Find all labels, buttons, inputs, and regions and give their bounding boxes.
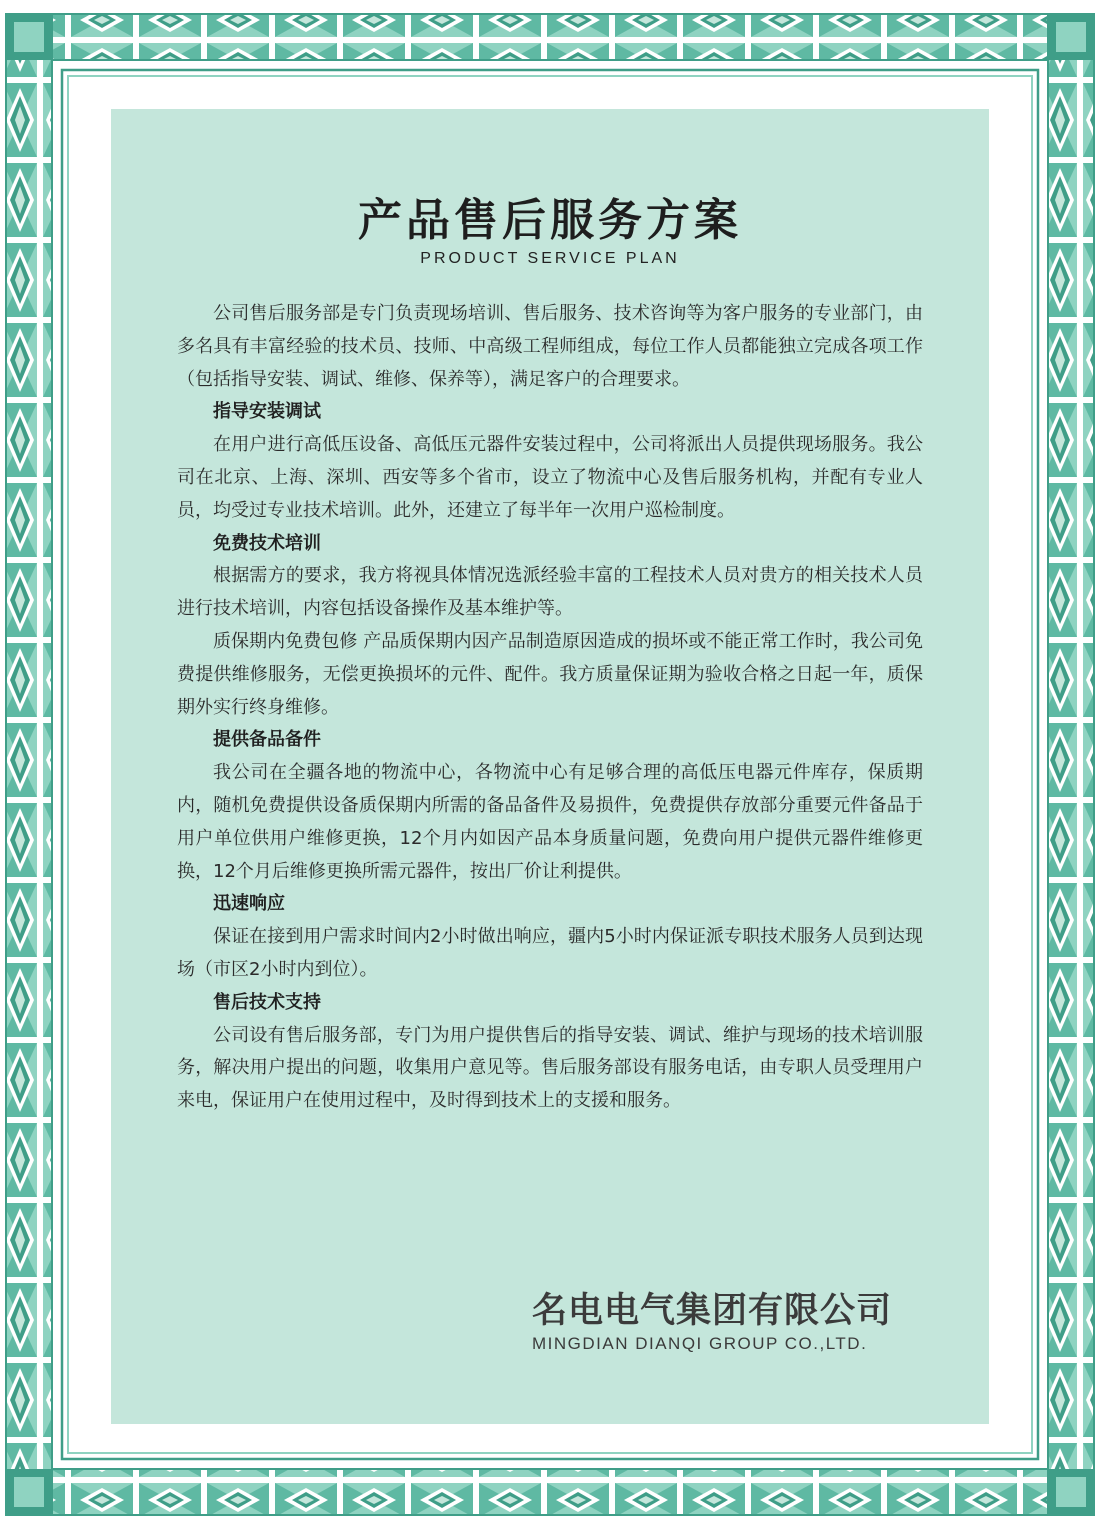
section-heading-spare-parts: 提供备品备件 — [213, 729, 321, 751]
section-paragraph: 质保期内免费包修 产品质保期内因产品制造原因造成的损坏或不能正常工作时，我公司免费提供维修服务，无偿更换损坏的元件、配件。我方质量保证期为验收合格之日起一年，质保期外实行终身维修。 — [177, 630, 923, 718]
page-subtitle: PRODUCT SERVICE PLAN — [420, 250, 680, 267]
title-block — [0, 196, 1100, 268]
section-paragraph: 在用户进行高低压设备、高低压元器件安装过程中，公司将派出人员提供现场服务。我公司在北京、上海、深圳、西安等多个省市，设立了物流中心及售后服务机构，并配有专业人员，均受过专业技术培训。此外，还建立了每半年一次用户巡检制度。 — [177, 434, 923, 521]
page-title: 产品售后服务方案 — [358, 195, 742, 246]
body-text — [177, 298, 923, 1118]
company-signature — [532, 1290, 932, 1355]
section-paragraph: 我公司在全疆各地的物流中心，各物流中心有足够合理的高低压电器元件库存，保质期内，随机免费提供设备质保期内所需的备品备件及易损件，免费提供存放部分重要元件备品于用户单位供用户维修更换，12个月内如因产品本身质量问题，免费向用户提供元器件维修更换，12个月后维修更换所需元器件，按出厂价让利提供。 — [177, 762, 923, 882]
intro-paragraph: 公司售后服务部是专门负责现场培训、售后服务、技术咨询等为客户服务的专业部门，由多名具有丰富经验的技术员、技师、中高级工程师组成，每位工作人员都能独立完成各项工作（包括指导安装、调试、维修、保养等），满足客户的合理要求。 — [177, 303, 923, 390]
section-paragraph: 公司设有售后服务部，专门为用户提供售后的指导安装、调试、维护与现场的技术培训服务，解决用户提出的问题，收集用户意见等。售后服务部设有服务电话，由专职人员受理用户来电，保证用户在使用过程中，及时得到技术上的支援和服务。 — [177, 1024, 923, 1112]
section-paragraph: 保证在接到用户需求时间内2小时做出响应，疆内5小时内保证派专职技术服务人员到达现场（市区2小时内到位）。 — [177, 926, 923, 980]
section-heading-training: 免费技术培训 — [213, 532, 321, 554]
section-paragraph: 根据需方的要求，我方将视具体情况选派经验丰富的工程技术人员对贵方的相关技术人员进行技术培训，内容包括设备操作及基本维护等。 — [177, 565, 923, 620]
section-heading-response: 迅速响应 — [213, 893, 285, 915]
section-heading-installation: 指导安装调试 — [213, 401, 321, 423]
company-name-zh: 名电电气集团有限公司 — [532, 1291, 893, 1331]
company-name-en: MINGDIAN DIANQI GROUP CO.,LTD. — [532, 1334, 868, 1353]
section-heading-support: 售后技术支持 — [213, 991, 321, 1013]
